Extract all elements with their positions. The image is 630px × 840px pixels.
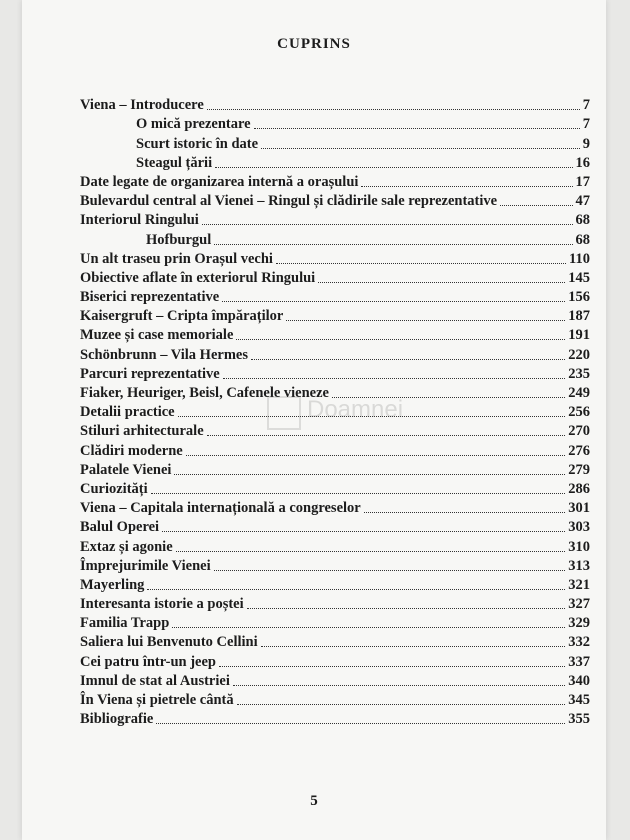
- toc-entry-page: 68: [575, 231, 590, 248]
- toc-entry: [80, 671, 590, 690]
- toc-entry-page: 249: [568, 385, 590, 401]
- toc-entry-title: Curiozități: [80, 480, 148, 497]
- dot-leader: [147, 589, 565, 590]
- toc-entry: [80, 440, 590, 459]
- toc-entry-page: 47: [575, 193, 590, 210]
- toc-entry: [80, 536, 590, 555]
- toc-entry-page: 355: [568, 711, 590, 728]
- toc-entry: [80, 249, 590, 268]
- toc-entry-page: 145: [568, 269, 590, 286]
- toc-entry-page: 310: [568, 538, 590, 555]
- toc-entry-title: Balul Operei: [80, 519, 160, 536]
- toc-entry: [80, 133, 590, 152]
- toc-entry-page: 337: [568, 653, 590, 670]
- toc-entry: [80, 613, 590, 632]
- toc-entry-title: Date legate de organizarea internă a orașului: [80, 173, 359, 190]
- toc-entry-title: Obiective aflate în exteriorul Ringului: [80, 269, 316, 286]
- toc-entry-page: 270: [568, 423, 590, 440]
- dot-leader: [176, 551, 566, 552]
- toc-entry-title: Mayerling: [80, 576, 145, 593]
- toc-entry-page: 286: [568, 480, 590, 497]
- toc-entry-page: 9: [582, 135, 590, 152]
- toc-entry-title: Un alt traseu prin Orașul vechi: [80, 250, 273, 267]
- toc-entry: [80, 709, 590, 728]
- toc-entry-title: Clădiri moderne: [80, 442, 183, 459]
- toc-entry: [80, 690, 590, 709]
- toc-entry-page: 332: [568, 634, 590, 651]
- toc-entry-title: Împrejurimile Vienei: [80, 557, 211, 574]
- toc-entry-title: O mică prezentare: [136, 116, 251, 133]
- toc-entry: [80, 556, 590, 575]
- toc-entry: [80, 95, 590, 114]
- toc-entry: [80, 172, 590, 191]
- dot-leader: [247, 608, 566, 609]
- toc-entry-title: Familia Trapp: [80, 615, 170, 632]
- book-page: [22, 0, 606, 840]
- dot-leader: [172, 627, 565, 628]
- dot-leader: [215, 167, 572, 168]
- toc-entry-title: Viena – Introducere: [80, 97, 204, 114]
- toc-entry-page: 220: [568, 346, 590, 363]
- toc-entry: [80, 479, 590, 498]
- toc-entry-page: 7: [582, 97, 590, 114]
- dot-leader: [151, 493, 566, 494]
- dot-leader: [223, 378, 566, 379]
- toc-entry-title: Viena – Capitala internațională a congreselor: [80, 500, 361, 517]
- toc-entry-page: 17: [575, 173, 590, 190]
- toc-entry-page: 329: [568, 615, 590, 632]
- watermark: [267, 390, 417, 440]
- toc-entry-title: Extaz și agonie: [80, 538, 173, 555]
- toc-entry-page: 256: [568, 404, 590, 421]
- toc-entry: [80, 344, 590, 363]
- dot-leader: [202, 224, 573, 225]
- toc-entry: [80, 210, 590, 229]
- dot-leader: [261, 148, 580, 149]
- toc-entry-title: Hofburgul: [146, 231, 212, 248]
- toc-entry-page: 301: [568, 500, 590, 517]
- dot-leader: [251, 359, 565, 360]
- toc-entry: [80, 114, 590, 133]
- toc-entry-title: Imnul de stat al Austriei: [80, 672, 230, 689]
- dot-leader: [361, 186, 572, 187]
- toc-entry: [80, 594, 590, 613]
- toc-entry-title: Bibliografie: [80, 711, 154, 728]
- toc-entry: [80, 364, 590, 383]
- toc-entry-page: 313: [568, 557, 590, 574]
- toc-entry: [80, 575, 590, 594]
- toc-entry-page: 345: [568, 692, 590, 708]
- toc-entry-page: 68: [575, 212, 590, 229]
- toc-entry-title: Parcuri reprezentative: [80, 365, 220, 382]
- toc-entry-title: Palatele Vienei: [80, 461, 172, 478]
- watermark-logo-icon: [267, 396, 301, 430]
- dot-leader: [261, 646, 566, 647]
- toc-entry-page: 156: [568, 289, 590, 306]
- toc-entry: [80, 325, 590, 344]
- dot-leader: [500, 205, 572, 206]
- toc-entry: [80, 306, 590, 325]
- toc-entry: [80, 153, 590, 172]
- toc-entry-page: 321: [568, 576, 590, 593]
- toc-entry: [80, 191, 590, 210]
- dot-leader: [318, 282, 565, 283]
- dot-leader: [236, 339, 565, 340]
- page-number: 5: [310, 793, 318, 809]
- toc-entry-title: Steagul țării: [136, 154, 213, 171]
- dot-leader: [156, 723, 565, 724]
- dot-leader: [214, 244, 572, 245]
- toc-entry-page: 187: [568, 308, 590, 325]
- toc-entry-page: 276: [568, 442, 590, 459]
- toc-entry-page: 303: [568, 519, 590, 536]
- dot-leader: [233, 685, 565, 686]
- toc-entry: [80, 632, 590, 651]
- toc-entry-page: 327: [568, 596, 590, 613]
- toc-entry-page: 110: [569, 250, 590, 267]
- toc-entry: [80, 517, 590, 536]
- toc-entry-title: Kaisergruft – Cripta împăraților: [80, 308, 284, 325]
- toc-entry-title: În Viena și pietrele cântă: [80, 692, 234, 708]
- toc-entry-page: 16: [575, 154, 590, 171]
- toc-entry-page: 235: [568, 365, 590, 382]
- page-title: CUPRINS: [277, 36, 351, 52]
- toc-entry: [80, 498, 590, 517]
- toc-entry-title: Fiaker, Heuriger, Beisl, Cafenele vieneze: [80, 385, 329, 401]
- dot-leader: [214, 570, 566, 571]
- toc-entry-title: Saliera lui Benvenuto Cellini: [80, 634, 258, 651]
- dot-leader: [222, 301, 565, 302]
- toc-entry-title: Interiorul Ringului: [80, 212, 199, 229]
- toc-entry-page: 191: [568, 327, 590, 344]
- toc-entry: [80, 287, 590, 306]
- toc-entry-title: Stiluri arhitecturale: [80, 423, 204, 440]
- dot-leader: [237, 704, 566, 705]
- toc-entry: [80, 460, 590, 479]
- dot-leader: [219, 666, 565, 667]
- dot-leader: [174, 474, 565, 475]
- toc-entry-title: Bulevardul central al Vienei – Ringul și clădirile sale reprezentative: [80, 193, 498, 210]
- toc-entry: [80, 229, 590, 248]
- toc-entry-title: Muzee și case memoriale: [80, 327, 234, 344]
- toc-entry-page: 279: [568, 461, 590, 478]
- toc-entry-title: Interesanta istorie a poștei: [80, 596, 244, 613]
- watermark-text: Doamnei: [307, 396, 404, 423]
- dot-leader: [254, 128, 580, 129]
- dot-leader: [186, 455, 566, 456]
- dot-leader: [207, 109, 580, 110]
- dot-leader: [286, 320, 565, 321]
- toc-entry: [80, 268, 590, 287]
- toc-entry-title: Scurt istoric în date: [136, 135, 259, 152]
- toc-entry-page: 7: [582, 116, 590, 133]
- toc-entry-title: Biserici reprezentative: [80, 289, 220, 306]
- dot-leader: [162, 531, 565, 532]
- toc-entry-page: 340: [568, 672, 590, 689]
- dot-leader: [364, 512, 566, 513]
- dot-leader: [276, 263, 566, 264]
- toc-entry-title: Schönbrunn – Vila Hermes: [80, 346, 248, 363]
- toc-entry-title: Detalii practice: [80, 404, 175, 421]
- toc-entry-title: Cei patru într-un jeep: [80, 653, 216, 670]
- toc-entry: [80, 651, 590, 670]
